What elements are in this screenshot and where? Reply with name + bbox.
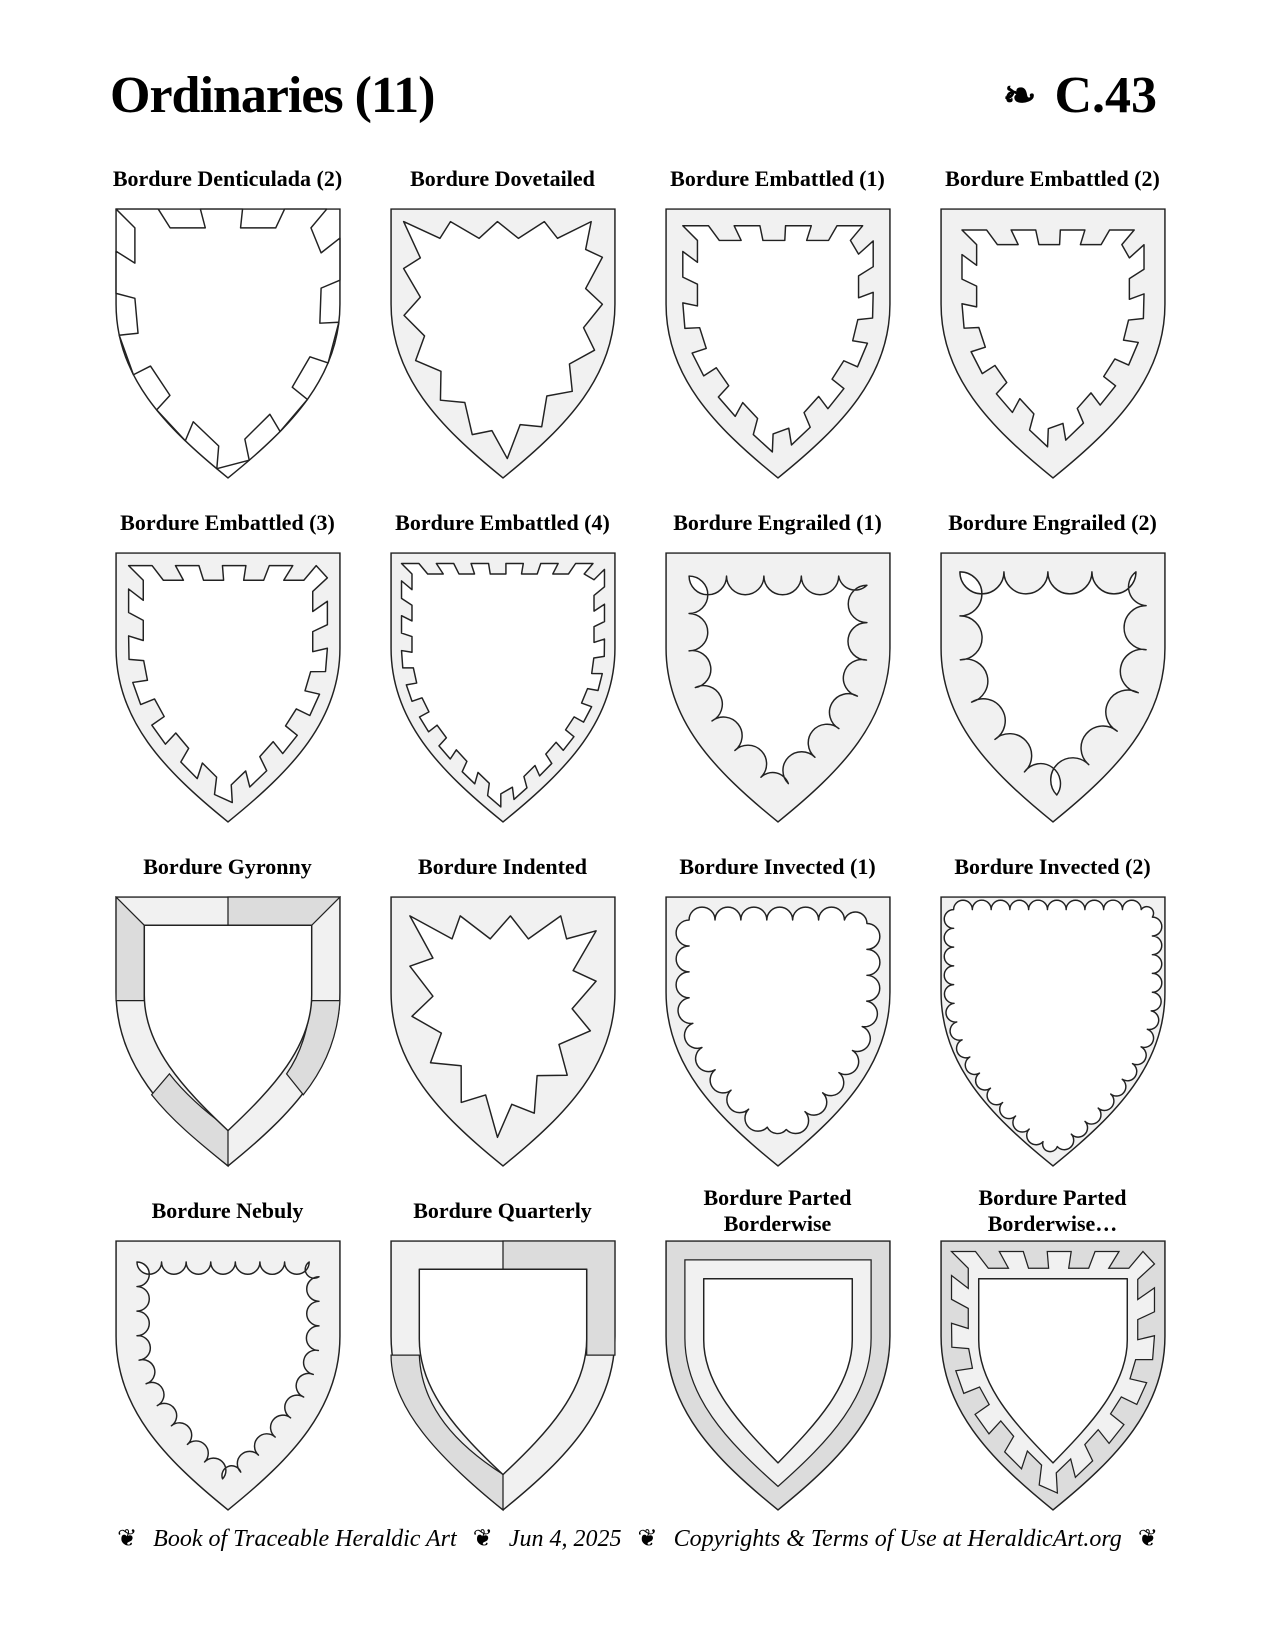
plate-cell bbox=[90, 1182, 365, 1526]
plate-code bbox=[1003, 66, 1157, 125]
plate-cell bbox=[90, 494, 365, 838]
shield-invected-2 bbox=[940, 896, 1166, 1168]
plate-label: Bordure Engrailed (2) bbox=[948, 510, 1157, 535]
shield-grid bbox=[90, 150, 1190, 1526]
plate-cell bbox=[90, 150, 365, 494]
shield-quarterly bbox=[390, 1240, 616, 1512]
ornament-icon: ❦ bbox=[117, 1526, 138, 1552]
page-title: Ordinaries (11) bbox=[110, 67, 435, 124]
shield-parted bbox=[665, 1240, 891, 1512]
ornament-icon: ❦ bbox=[1137, 1526, 1158, 1552]
ornament-icon: ❦ bbox=[472, 1526, 493, 1552]
plate-cell bbox=[365, 150, 640, 494]
plate-code-text: C.43 bbox=[1054, 67, 1157, 124]
plate-label: Bordure Nebuly bbox=[151, 1198, 304, 1223]
shield-parted-embattled bbox=[940, 1240, 1166, 1512]
shield-engrailed-1 bbox=[665, 552, 891, 824]
footer-book-title: Book of Traceable Heraldic Art bbox=[153, 1526, 457, 1552]
shield-embattled-3 bbox=[115, 552, 341, 824]
plate-label: Bordure Invected (1) bbox=[679, 854, 876, 879]
plate-cell bbox=[90, 838, 365, 1182]
plate-cell bbox=[915, 838, 1190, 1182]
shield-embattled-4 bbox=[390, 552, 616, 824]
shield-engrailed-2 bbox=[940, 552, 1166, 824]
plate-cell bbox=[640, 494, 915, 838]
shield-indented bbox=[390, 896, 616, 1168]
plate-label: Bordure Engrailed (1) bbox=[673, 510, 882, 535]
footer bbox=[0, 1524, 1275, 1553]
footer-rights: Copyrights & Terms of Use at HeraldicArt.org bbox=[673, 1526, 1122, 1552]
plate-label: Bordure Quarterly bbox=[413, 1198, 592, 1223]
shield-embattled-2 bbox=[940, 208, 1166, 480]
shield-embattled-1 bbox=[665, 208, 891, 480]
fleuron-icon: ❧ bbox=[1002, 73, 1037, 118]
ornament-icon: ❦ bbox=[637, 1526, 658, 1552]
plate-cell bbox=[365, 838, 640, 1182]
plate-label: Bordure Indented bbox=[418, 854, 587, 879]
plate-label: Bordure Invected (2) bbox=[954, 854, 1151, 879]
plate-label: Bordure Embattled (1) bbox=[670, 166, 885, 191]
plate-label: Bordure Embattled (2) bbox=[945, 166, 1160, 191]
plate-cell bbox=[640, 150, 915, 494]
plate-cell bbox=[365, 494, 640, 838]
plate-cell bbox=[640, 838, 915, 1182]
shield-dovetailed bbox=[390, 208, 616, 480]
shield-invected-1 bbox=[665, 896, 891, 1168]
plate-label: Bordure Gyronny bbox=[143, 854, 312, 879]
plate-label: Bordure Parted Borderwise… bbox=[978, 1185, 1127, 1236]
plate-label: Bordure Parted Borderwise bbox=[703, 1185, 852, 1236]
plate-cell bbox=[365, 1182, 640, 1526]
plate-cell bbox=[640, 1182, 915, 1526]
plate-label: Bordure Embattled (3) bbox=[120, 510, 335, 535]
plate-label: Bordure Dovetailed bbox=[410, 166, 595, 191]
plate-cell bbox=[915, 150, 1190, 494]
plate-cell bbox=[915, 1182, 1190, 1526]
plate-label: Bordure Denticulada (2) bbox=[112, 166, 343, 191]
plate-cell bbox=[915, 494, 1190, 838]
plate-label: Bordure Embattled (4) bbox=[395, 510, 610, 535]
shield-gyronny bbox=[115, 896, 341, 1168]
shield-nebuly bbox=[115, 1240, 341, 1512]
shield-denticulada bbox=[115, 208, 341, 480]
footer-date: Jun 4, 2025 bbox=[508, 1526, 622, 1552]
